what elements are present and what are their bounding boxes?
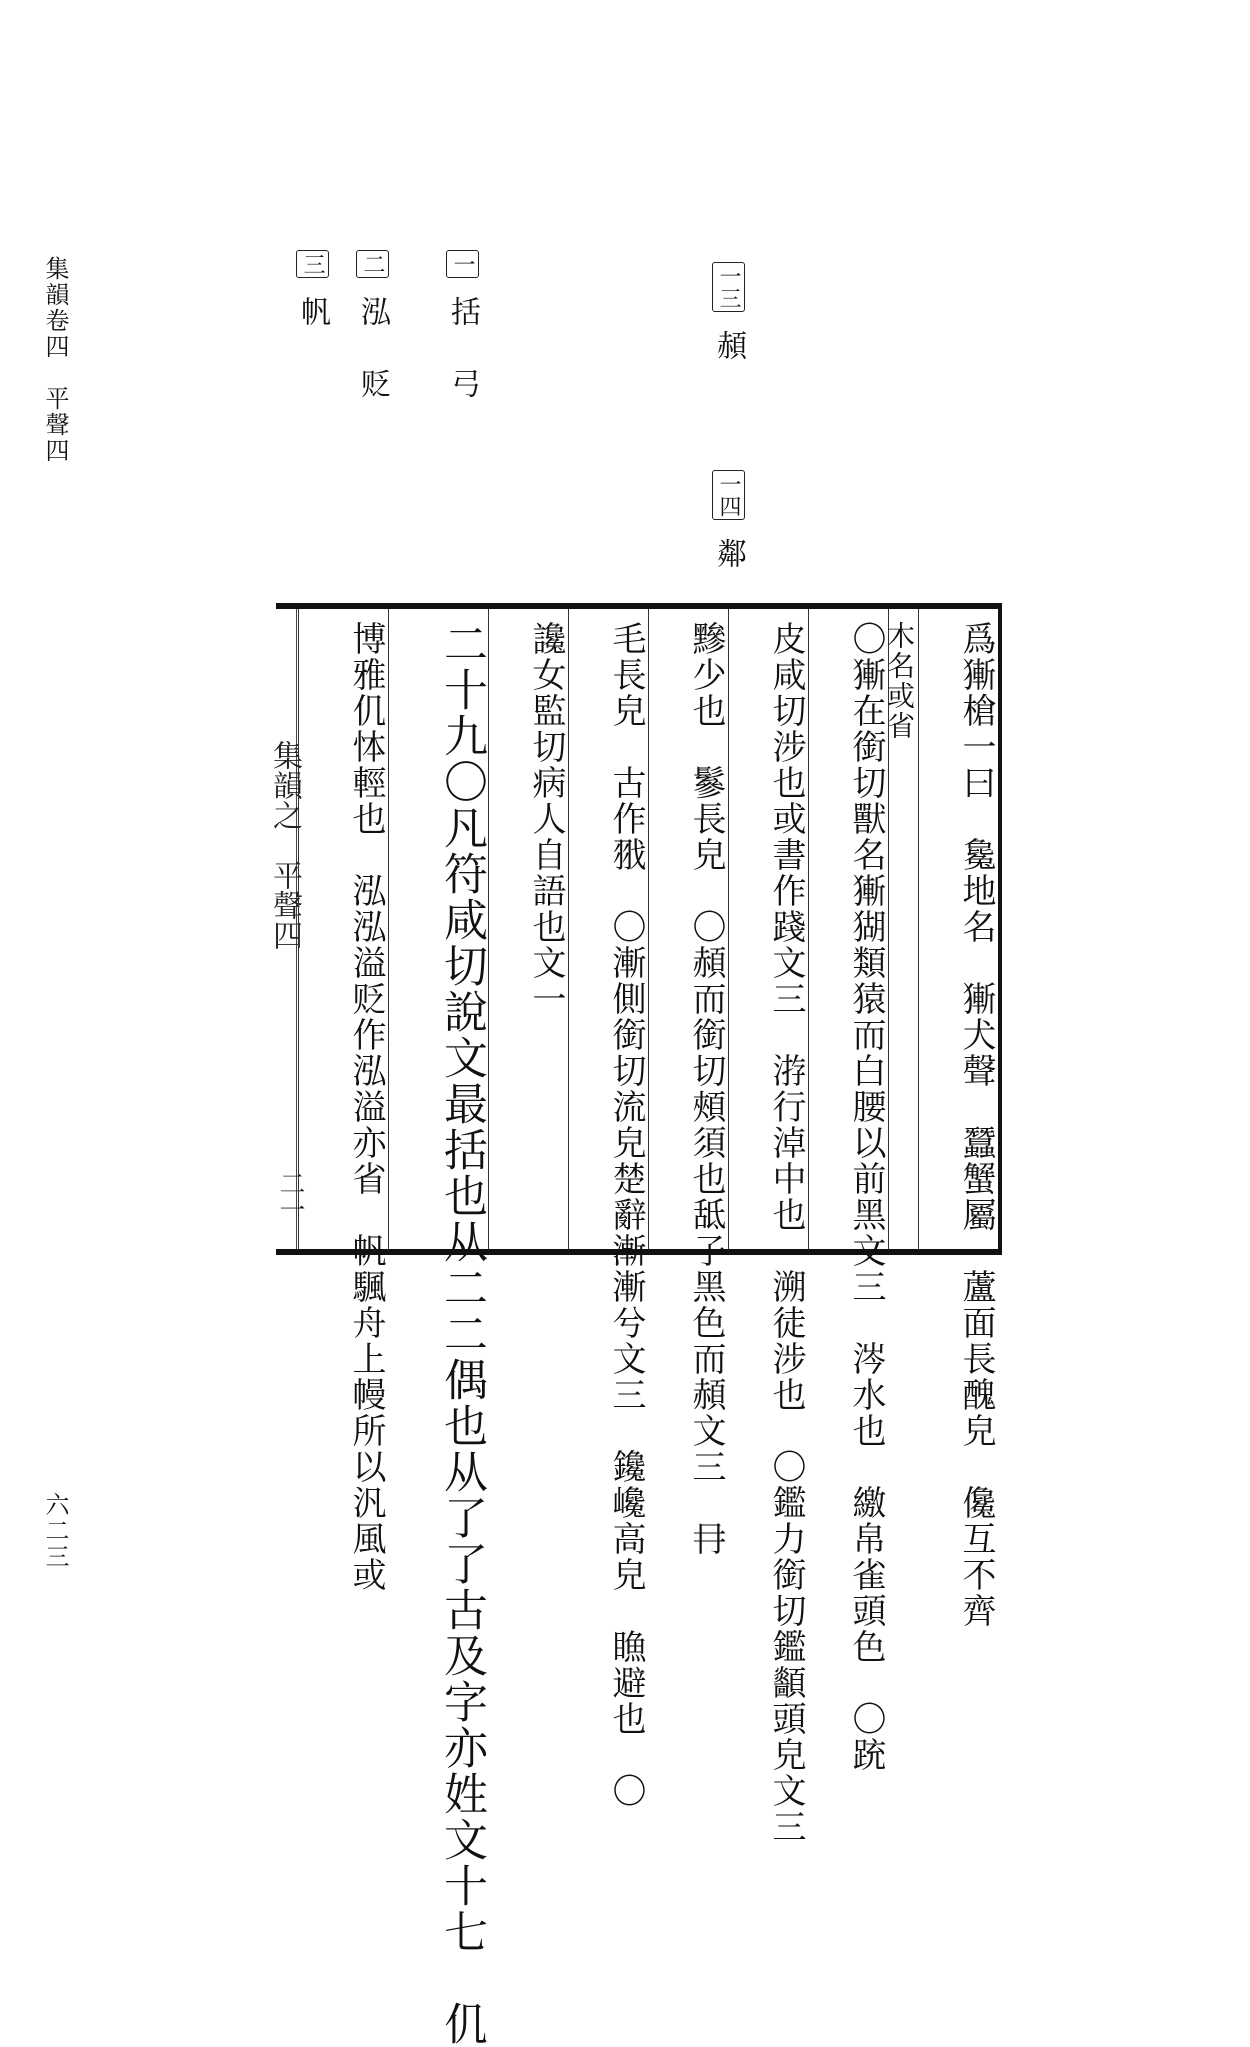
text-column [808,609,889,1773]
note-marker: 三 [296,250,329,278]
note-14 [706,470,750,574]
running-head: 集韻卷四 平聲四 [41,256,69,464]
note-text: 括 弓 [445,296,480,404]
column-text: 讒女監切病人自語也文一 [526,621,566,1017]
column-text: 爲獑槍一曰 毚地名 獑犬聲 蠶蟹屬 蘆面長醜皃 儳互不齊 [956,621,996,1629]
column-text: 毛長皃 古作𦐂 〇漸側銜切流皃楚辭漸漸兮文三 鑱巉高皃 䁩避也 〇 [606,621,646,1809]
note-1 [440,250,484,404]
column-text: 〇獑在銜切獸名獑猢類猿而白腰以前黑文三 涔水也 繳帛雀頭色 〇䟲 [846,621,886,1773]
note-text: 頳 [711,330,746,366]
fold-label-lower: 二一 [275,1170,305,1222]
text-column [648,609,729,1557]
text-column [388,609,489,2047]
note-text: 帆 [295,296,330,332]
text-column [488,609,569,1249]
note-marker: 一三 [712,262,745,312]
text-column [568,609,649,1809]
note-marker: 二 [356,250,389,278]
column-text: 二十九〇凡符咸切說文最括也从二二偶也从了了古及字亦姓文十七 仉 [436,621,487,2047]
column-text: 博雅仉㤓輕也 泓泓溢贬作泓溢亦省 帆颿舟上幔所以汎風或 [346,621,386,1593]
text-column [883,609,919,1249]
page-number: 六二三 [41,1492,69,1570]
text-column [728,609,809,1845]
note-3 [290,250,334,332]
facsimile-page [276,603,1002,2047]
note-2 [350,250,394,404]
note-text: 泓 贬 [355,296,390,404]
column-text: 黲少也 鬖長皃 〇頳而銜切頰須也䑛子黑色而頳文三 冄 [686,621,726,1557]
note-13 [706,262,750,366]
column-text: 皮咸切涉也或書作踐文三 㳺行淖中也 溯徒涉也 〇鑑力銜切鑑顲頭皃文三 [766,621,806,1845]
text-column [298,609,389,1593]
text-column [918,609,999,1629]
note-text: 鄰 [711,538,746,574]
fold-label: 集韻之 平聲四 [267,740,302,950]
note-marker: 一四 [712,470,745,520]
column-text: 木名或省 [883,621,916,741]
note-marker: 一 [446,250,479,278]
